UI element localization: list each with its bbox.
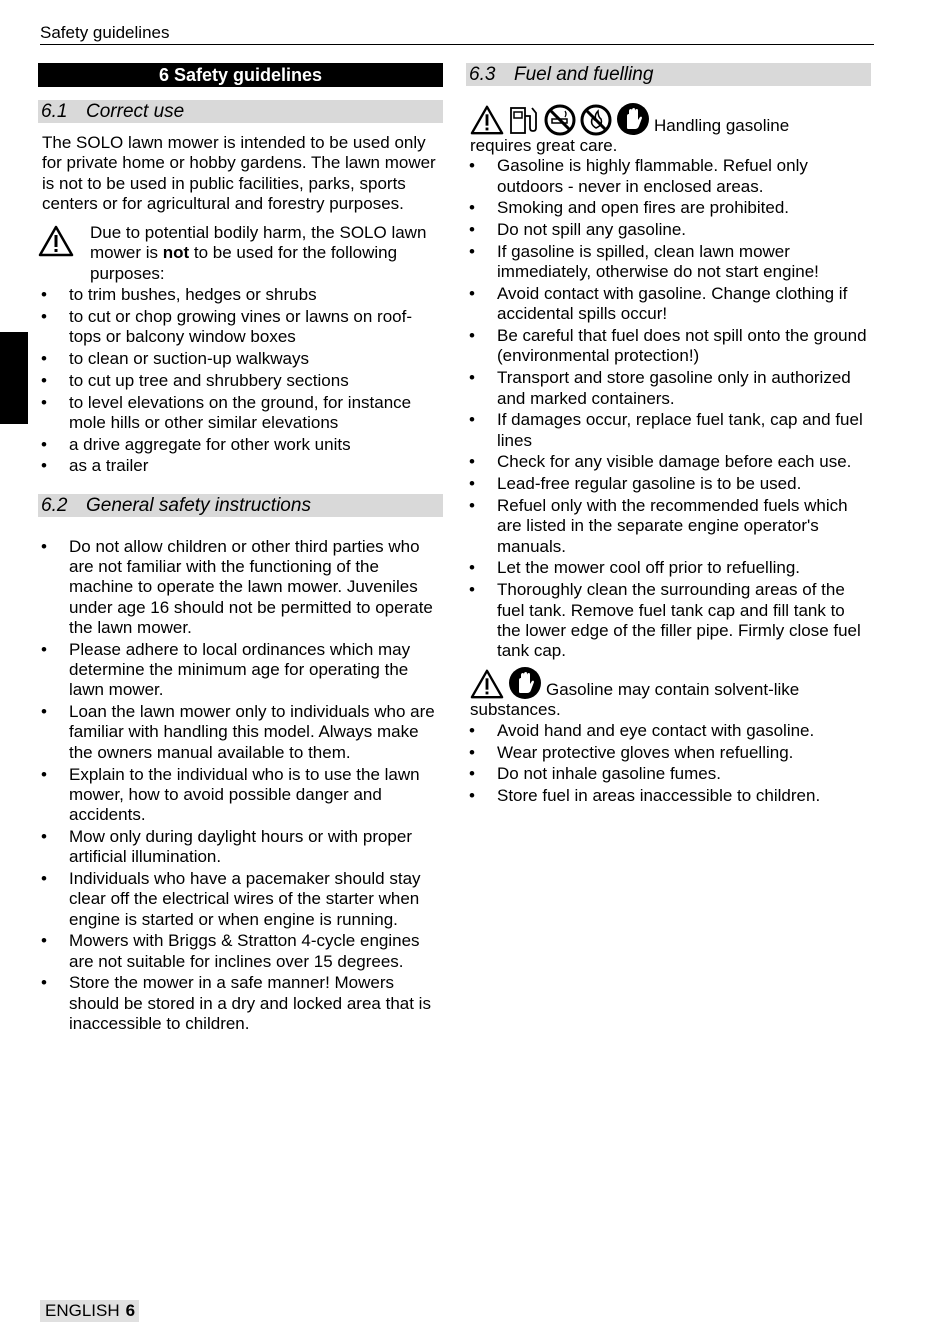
list-item: • to trim bushes, hedges or shrubs	[38, 285, 443, 305]
running-header: Safety guidelines	[40, 22, 874, 45]
list-item: • Check for any visible damage before each use.	[466, 452, 871, 472]
warning-triangle-icon	[38, 225, 74, 257]
section-6-2-heading	[38, 494, 443, 517]
section-title: Fuel and fuelling	[514, 64, 654, 85]
list-item: • Avoid contact with gasoline. Change clothing if accidental spills occur!	[466, 284, 871, 325]
list-item: • Lead-free regular gasoline is to be used.	[466, 474, 871, 494]
solvent-icon-row	[466, 666, 871, 700]
fuel-icon-row	[466, 102, 871, 136]
list-item: • Transport and store gasoline only in authorized and marked containers.	[466, 368, 871, 409]
list-item: • to cut or chop growing vines or lawns on roof-tops or balcony window boxes	[38, 307, 443, 348]
list-item: • as a trailer	[38, 456, 443, 476]
no-smoking-icon	[544, 104, 576, 136]
list-item: • Wear protective gloves when refuelling.	[466, 743, 871, 763]
section-number: 6.2	[41, 494, 68, 516]
list-item: • Be careful that fuel does not spill onto the ground (environmental protection!)	[466, 326, 871, 367]
section-number: 6.1	[41, 101, 68, 122]
list-item: • Store the mower in a safe manner! Mowers should be stored in a dry and locked area that is inaccessible to children.	[38, 973, 443, 1034]
list-item: • Explain to the individual who is to use the lawn mower, how to avoid possible danger and accidents.	[38, 765, 443, 826]
list-item: • a drive aggregate for other work units	[38, 435, 443, 455]
section-6-3-heading	[466, 63, 871, 86]
list-item: • to cut up tree and shrubbery sections	[38, 371, 443, 391]
solvent-label: Gasoline may contain solvent-like	[546, 680, 800, 700]
warning-triangle-icon	[470, 104, 504, 136]
list-item: • Let the mower cool off prior to refuelling.	[466, 558, 871, 578]
footer-language: ENGLISH	[45, 1301, 120, 1320]
handling-gasoline-label: Handling gasoline	[654, 116, 790, 135]
section-title: General safety instructions	[86, 494, 311, 516]
list-item: • Mowers with Briggs & Stratton 4-cycle engines are not suitable for inclines over 15 degrees.	[38, 931, 443, 972]
protective-gloves-icon	[616, 102, 650, 136]
side-tab-marker	[0, 332, 28, 424]
right-column	[466, 63, 871, 808]
section-title: Correct use	[86, 101, 185, 122]
list-item: • Refuel only with the recommended fuels which are listed in the separate engine operator's manuals.	[466, 496, 871, 557]
list-item: • Gasoline is highly flammable. Refuel only outdoors - never in enclosed areas.	[466, 156, 871, 197]
solvent-continued: substances.	[470, 700, 561, 720]
left-column	[38, 63, 443, 1036]
list-item: • Do not allow children or other third parties who are not familiar with the functioning of the machine to operate the lawn mower. Juveniles under age 16 should not be permitted to operate the lawn mower.	[38, 537, 443, 638]
list-item: • Please adhere to local ordinances which may determine the minimum age for operating the lawn mower.	[38, 640, 443, 701]
general-safety-list	[38, 537, 443, 1035]
list-item: • If damages occur, replace fuel tank, cap and fuel lines	[466, 410, 871, 451]
fuel-safety-list	[466, 156, 871, 661]
prohibited-uses-list	[38, 285, 443, 477]
list-item: • If gasoline is spilled, clean lawn mower immediately, otherwise do not start engine!	[466, 242, 871, 283]
correct-use-intro: The SOLO lawn mower is intended to be used only for private home or hobby gardens. The lawn mower is not to be used in public facilities, parks, sports centers or for agricultural and forestry purposes.	[42, 133, 436, 213]
list-item: • Smoking and open fires are prohibited.	[466, 198, 871, 218]
list-item: • Loan the lawn mower only to individuals who are familiar with handling this model. Always make the owners manual available to them.	[38, 702, 443, 763]
warning-triangle-icon	[470, 668, 504, 700]
list-item: • Mow only during daylight hours or with proper artificial illumination.	[38, 827, 443, 868]
protective-gloves-icon	[508, 666, 542, 700]
page-number: 6	[125, 1301, 136, 1320]
list-item: • Avoid hand and eye contact with gasoline.	[466, 721, 871, 741]
no-open-flame-icon	[580, 104, 612, 136]
list-item: • to clean or suction-up walkways	[38, 349, 443, 369]
list-item: • Store fuel in areas inaccessible to children.	[466, 786, 871, 806]
chapter-title: 6 Safety guidelines	[38, 63, 443, 87]
list-item: • to level elevations on the ground, for instance mole hills or other similar elevations	[38, 393, 443, 434]
fuel-pump-icon	[508, 104, 540, 136]
list-item: • Do not inhale gasoline fumes.	[466, 764, 871, 784]
section-number: 6.3	[469, 64, 496, 85]
handling-gasoline-continued: requires great care.	[470, 136, 618, 155]
list-item: • Thoroughly clean the surrounding areas of the fuel tank. Remove fuel tank cap and fill tank to the lower edge of the filler pipe. Firmly close fuel tank cap.	[466, 580, 871, 661]
bodily-harm-warning	[38, 223, 443, 284]
list-item: • Individuals who have a pacemaker should stay clear off the electrical wires of the starter when engine is started or when engine is running.	[38, 869, 443, 930]
list-item: • Do not spill any gasoline.	[466, 220, 871, 240]
section-6-1-heading	[38, 100, 443, 123]
solvent-safety-list	[466, 721, 871, 807]
page-footer	[40, 1300, 139, 1322]
warning-text: Due to potential bodily harm, the SOLO lawn mower is not to be used for the following purposes:	[90, 223, 427, 283]
